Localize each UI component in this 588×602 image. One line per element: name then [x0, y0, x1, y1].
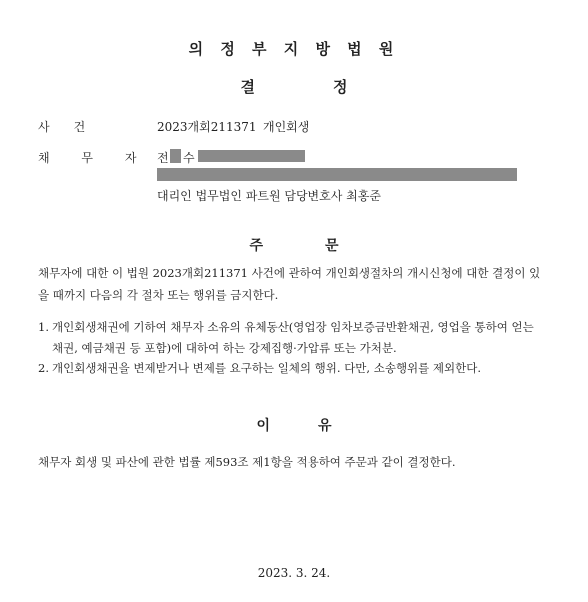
list-item	[38, 358, 546, 379]
redaction-block	[157, 168, 517, 181]
item-number: 2.	[38, 361, 49, 375]
case-number: 2023개회211371	[157, 120, 257, 134]
redaction-block	[170, 149, 181, 163]
debtor-name-last: 수	[183, 151, 195, 165]
redaction-block	[198, 150, 305, 162]
document-title	[0, 76, 588, 97]
item-text: 개인회생채권에 기하여 채무자 소유의 유체동산(영업장 임차보증금반환채권, 영업을 통하여 얻는 채권, 예금채권 등 포함)에 대하여 하는 강제집행·가압류 또는 가처분.	[52, 320, 534, 355]
case-label: 사 건	[38, 120, 86, 134]
case-type: 개인회생	[263, 120, 310, 134]
list-item	[38, 317, 546, 359]
court-name: 의 정 부 지 방 법 원	[188, 40, 400, 58]
item-text: 개인회생채권을 변제받거나 변제를 요구하는 일체의 행위. 다만, 소송행위를 제외한다.	[52, 361, 482, 375]
item-number: 1.	[38, 320, 49, 334]
representative: 대리인 법무법인 파트원 담당변호사 최홍준	[157, 189, 381, 203]
debtor-name-first: 전	[157, 151, 169, 165]
decision-date: 2023. 3. 24.	[257, 566, 331, 580]
reason-heading-char-1: 이	[256, 418, 270, 434]
order-heading	[0, 235, 588, 255]
order-text: 채무자에 대한 이 법원 2023개회211371 사건에 관하여 개인회생절차의 개시신청에 대한 결정이 있을 때까지 다음의 각 절차 또는 행위를 금지한다.	[38, 266, 541, 302]
reason-heading	[0, 415, 588, 435]
reason-text: 채무자 회생 및 파산에 관한 법률 제593조 제1항을 적용하여 주문과 같이 결정한다.	[38, 455, 456, 469]
debtor-label: 채 무 자	[38, 151, 151, 165]
title-char-1: 결	[240, 78, 255, 96]
order-heading-char-2: 문	[325, 238, 339, 254]
reason-heading-char-2: 유	[318, 418, 332, 434]
order-heading-char-1: 주	[249, 238, 263, 254]
title-char-2: 정	[333, 78, 348, 96]
